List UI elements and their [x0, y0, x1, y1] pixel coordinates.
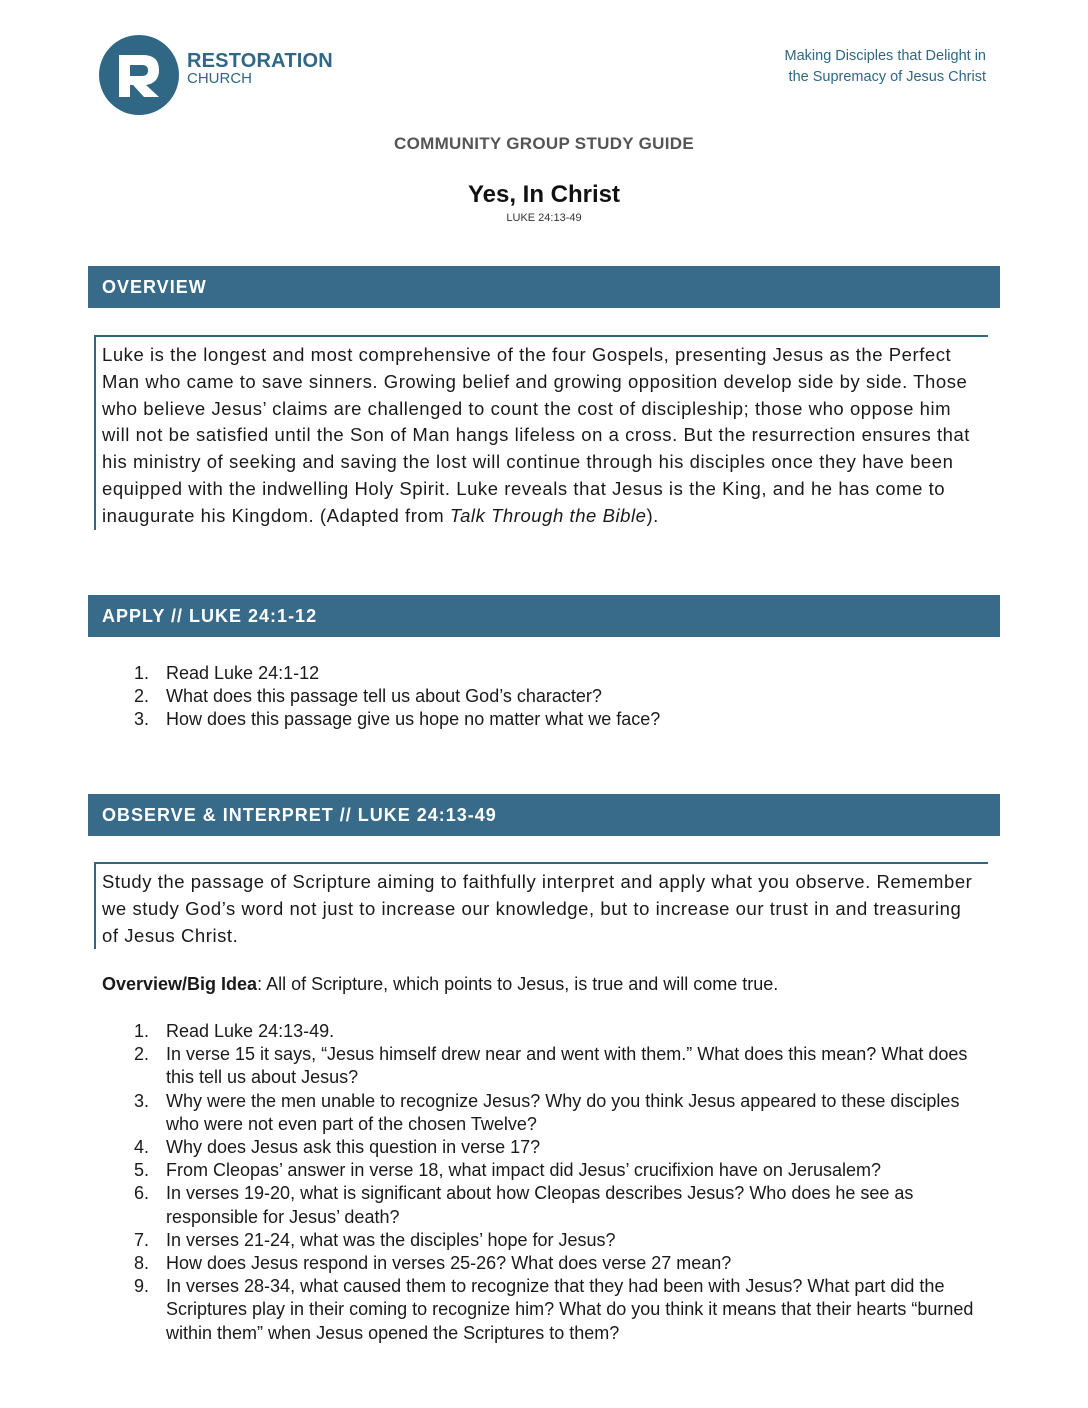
question-text: How does this passage give us hope no matter what we face? [166, 709, 661, 730]
observe-intro: Study the passage of Scripture aiming to faithfully interpret and apply what you observe. Remember we study God’s word not just to increase our knowledge, but to increase our trust in and treasuring of Jesus Christ. [102, 871, 973, 946]
scripture-reference: LUKE 24:13-49 [506, 212, 582, 224]
big-idea-label: Overview/Big Idea [102, 974, 258, 994]
overview-text: Luke is the longest and most comprehensive of the four Gospels, presenting Jesus as the Perfect Man who came to save sinners. Growing belief and growing opposition develop side by side. Those who believe Jesus’ claims are challenged to count the cost of discipleship; those who oppose him will not be satisfied until the Son of Man hangs lifeless on a cross. But the resurrection ensures that his ministry of seeking and saving the lost will continue through his disciples once they have been equipped with the indwelling Holy Spirit. Luke reveals that Jesus is the King, and he has come to inaugurate his Kingdom. (Adapted from [102, 344, 971, 526]
observe-heading-bar [88, 794, 1000, 836]
logo-sub: CHURCH [187, 70, 252, 87]
question-number: 7. [134, 1229, 150, 1250]
question-number: 2. [134, 686, 150, 707]
tagline [785, 46, 986, 88]
big-idea [102, 974, 778, 995]
overview-heading: OVERVIEW [102, 277, 207, 297]
question-number: 9. [134, 1276, 150, 1297]
question-number: 3. [134, 709, 150, 730]
observe-question-list [0, 1020, 990, 1345]
question-text: In verses 21-24, what was the disciples’ hope for Jesus? [166, 1229, 616, 1250]
question-item [0, 1252, 990, 1275]
question-item [0, 662, 990, 685]
question-item [0, 1090, 990, 1136]
church-logo [99, 35, 359, 117]
question-number: 2. [134, 1044, 150, 1065]
overview-heading-bar [88, 266, 1000, 308]
apply-question-list [0, 662, 990, 732]
question-number: 4. [134, 1137, 150, 1158]
tagline-line-2: the Supremacy of Jesus Christ [788, 69, 986, 85]
question-item [0, 1182, 990, 1228]
question-item [0, 1136, 990, 1159]
overview-text-end: ). [646, 504, 659, 526]
question-text: Why does Jesus ask this question in verse 17? [166, 1137, 541, 1158]
question-item [0, 685, 990, 708]
question-text: From Cleopas’ answer in verse 18, what impact did Jesus’ crucifixion have on Jerusalem? [166, 1160, 881, 1181]
question-item [0, 708, 990, 731]
question-item [0, 1229, 990, 1252]
observe-callout [94, 862, 988, 949]
big-idea-text: : All of Scripture, which points to Jesus, is true and will come true. [257, 974, 779, 994]
question-text: In verses 19-20, what is significant about how Cleopas describes Jesus? Who does he see as responsible for Jesus’ death? [166, 1183, 914, 1227]
logo-name: RESTORATION [187, 50, 333, 72]
question-text: Read Luke 24:13-49. [166, 1021, 335, 1041]
overview-callout [94, 335, 988, 530]
logo-mark-icon [99, 35, 179, 115]
question-item [0, 1275, 990, 1345]
page-title: Yes, In Christ [467, 181, 621, 208]
apply-heading: APPLY // LUKE 24:1-12 [102, 606, 318, 626]
overview-book-title: Talk Through the Bible [449, 504, 647, 526]
question-text: Why were the men unable to recognize Jesus? Why do you think Jesus appeared to these disciples who were not even part of the chosen Twelve? [166, 1090, 960, 1134]
doc-kicker: COMMUNITY GROUP STUDY GUIDE [394, 134, 694, 153]
question-number: 5. [134, 1160, 150, 1181]
question-text: Read Luke 24:1-12 [166, 663, 320, 683]
observe-heading: OBSERVE & INTERPRET // LUKE 24:13-49 [102, 805, 497, 825]
question-text: In verse 15 it says, “Jesus himself drew near and went with them.” What does this mean? What does this tell us about Jesus? [166, 1044, 968, 1088]
question-number: 8. [134, 1253, 150, 1274]
apply-heading-bar [88, 595, 1000, 637]
question-text: In verses 28-34, what caused them to recognize that they had been with Jesus? What part did the Scriptures play in their coming to recognize him? What do you think it means that their hearts “burned within them” when Jesus opened the Scriptures to them? [166, 1276, 974, 1343]
question-number: 1. [134, 663, 150, 683]
question-number: 1. [134, 1021, 150, 1041]
question-number: 6. [134, 1183, 150, 1204]
question-text: What does this passage tell us about God’s character? [166, 686, 602, 707]
question-number: 3. [134, 1090, 150, 1111]
question-item [0, 1043, 990, 1089]
question-item [0, 1020, 990, 1043]
tagline-line-1: Making Disciples that Delight in [784, 48, 986, 64]
question-text: How does Jesus respond in verses 25-26? What does verse 27 mean? [166, 1253, 732, 1274]
question-item [0, 1159, 990, 1182]
